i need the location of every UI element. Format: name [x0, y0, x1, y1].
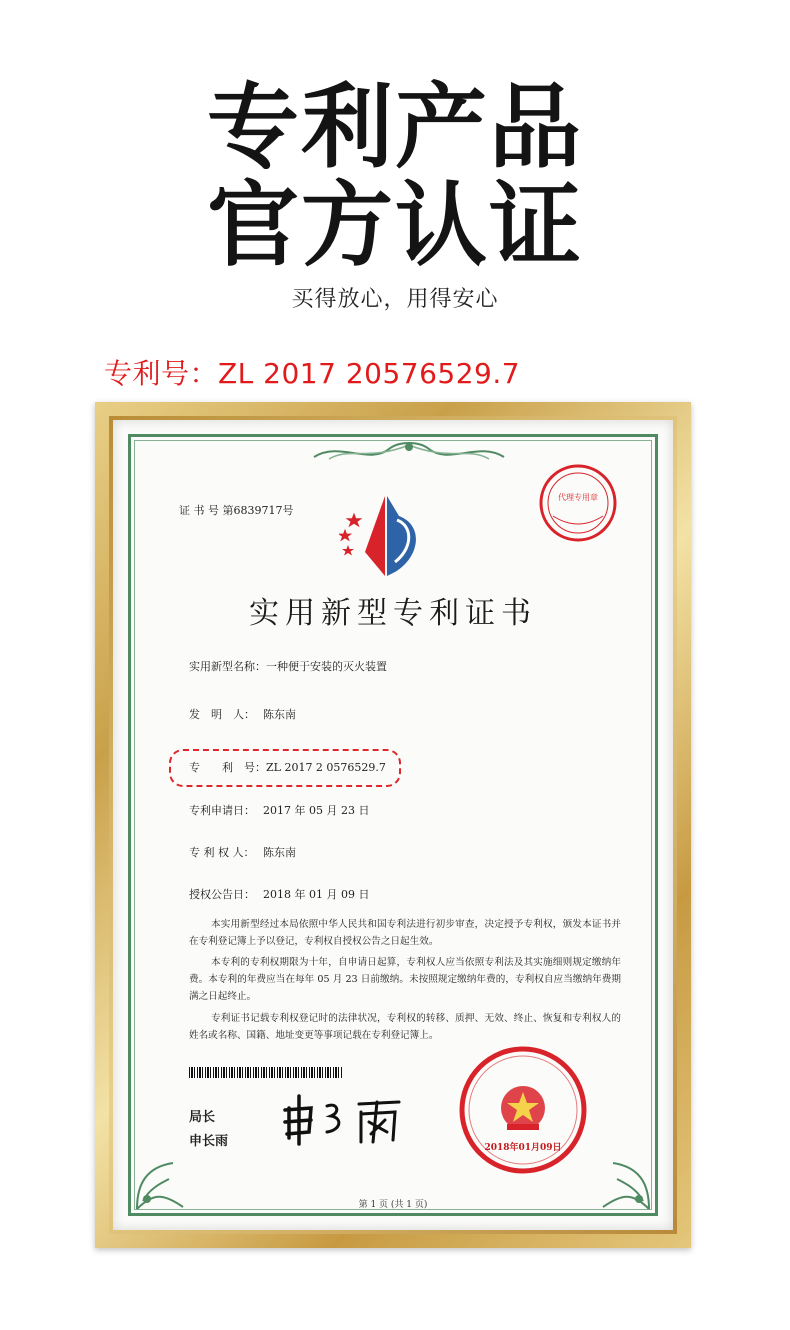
- page-footer: 第 1 页 (共 1 页): [358, 1200, 428, 1210]
- patent-number-highlight: [169, 749, 401, 787]
- sipo-official-seal-icon: [457, 1044, 589, 1176]
- field-patentee: [189, 844, 296, 860]
- director-name: 申长雨: [189, 1134, 229, 1149]
- certificate-paragraph: 本专利的专利权期限为十年，自申请日起算，专利权人应当依照专利法及其实施细则规定缴纳年费。本专利的年费应当在每年 05 月 23 日前缴纳。未按照规定缴纳年费的，专利权自应当缴纳年费期满之日起终止。: [189, 957, 621, 1002]
- field-label: 专 利 权 人：: [189, 846, 255, 859]
- sipo-logo-icon: [339, 492, 435, 578]
- field-label: 授权公告日：: [189, 888, 255, 901]
- certificate-paragraph: 本实用新型经过本局依照中华人民共和国专利法进行初步审查，决定授予专利权，颁发本证书并在专利登记簿上予以登记，专利权自授权公告之日起生效。: [189, 919, 621, 947]
- field-value: 一种便于安装的灭火装置: [266, 660, 387, 673]
- top-ornament-icon: [309, 439, 509, 463]
- field-application-date: [189, 802, 369, 818]
- director-signature-icon: [281, 1088, 421, 1148]
- certificate-paper: [113, 420, 673, 1230]
- certificate-frame: [95, 402, 691, 1248]
- field-value: 2018 年 01 月 09 日: [263, 888, 370, 901]
- field-label: 发 明 人：: [189, 708, 255, 721]
- agency-seal-icon: [537, 462, 619, 544]
- hero-title-line2: 官方认证: [206, 172, 583, 279]
- field-grant-date: [189, 886, 369, 902]
- seal-date: 2018年01月09日: [484, 1143, 562, 1153]
- hero-title-line1: 专利产品: [206, 74, 583, 181]
- agency-seal-text: 代理专用章: [558, 493, 598, 502]
- field-label: 专 利 号：: [189, 761, 266, 774]
- field-value: ZL 2017 2 0576529.7: [266, 761, 386, 774]
- certificate-paragraph: 专利证书记载专利权登记时的法律状况，专利权的转移、质押、无效、终止、恢复和专利权人的姓名或名称、国籍、地址变更等事项记载在专利登记簿上。: [189, 1013, 621, 1041]
- hero-subtitle: 买得放心，用得安心: [291, 287, 499, 312]
- barcode: [189, 1067, 343, 1078]
- field-label: 实用新型名称：: [189, 660, 266, 673]
- field-value: 陈东南: [263, 846, 296, 859]
- director-title: 局长: [189, 1110, 216, 1125]
- field-invention-name: [189, 658, 387, 674]
- field-inventor: [189, 706, 296, 722]
- field-value: 2017 年 05 月 23 日: [263, 804, 370, 817]
- patent-number-label: 专利号：ZL 2017 20576529.7: [104, 357, 521, 390]
- certificate-number: 证 书 号 第6839717号: [179, 504, 294, 517]
- certificate-title: 实用新型专利证书: [249, 596, 537, 631]
- field-value: 陈东南: [263, 708, 296, 721]
- field-label: 专利申请日：: [189, 804, 255, 817]
